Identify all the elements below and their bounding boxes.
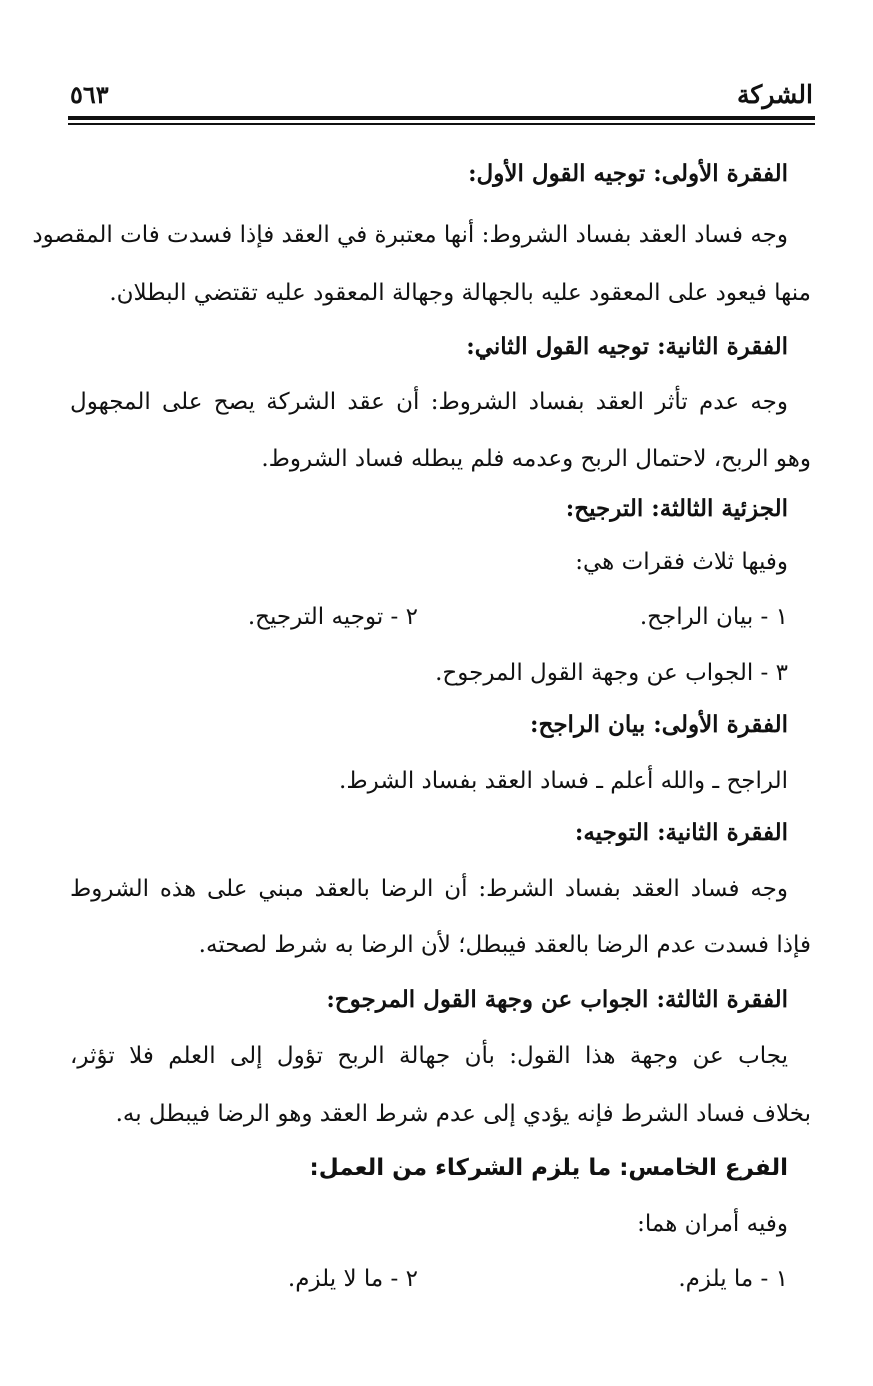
paragraph-line: وجه فساد العقد بفساد الشرط: أن الرضا بالعقد مبني على هذه الشروط bbox=[70, 876, 788, 902]
heading-paragraph-3: الفقرة الثالثة: الجواب عن وجهة القول المرجوح: bbox=[326, 986, 788, 1013]
heading-paragraph-2: الفقرة الثانية: توجيه القول الثاني: bbox=[466, 333, 788, 360]
heading-part-3: الجزئية الثالثة: الترجيح: bbox=[565, 495, 788, 522]
paragraph-line: فإذا فسدت عدم الرضا بالعقد فيبطل؛ لأن الرضا به شرط لصحته. bbox=[198, 932, 811, 958]
paragraph-line: وفيها ثلاث فقرات هي: bbox=[575, 549, 788, 575]
paragraph-line: وهو الربح، لاحتمال الربح وعدمه فلم يبطله فساد الشروط. bbox=[261, 446, 811, 472]
paragraph-line: وجه فساد العقد بفساد الشروط: أنها معتبرة في العقد فإذا فسدت فات المقصود bbox=[32, 222, 788, 248]
heading-paragraph-1: الفقرة الأولى: بيان الراجح: bbox=[530, 711, 788, 738]
paragraph-line: بخلاف فساد الشرط فإنه يؤدي إلى عدم شرط العقد وهو الرضا فيبطل به. bbox=[115, 1101, 811, 1127]
heading-paragraph-2: الفقرة الثانية: التوجيه: bbox=[574, 819, 788, 846]
header-rule-thin bbox=[68, 123, 815, 125]
paragraph-line: يجاب عن وجهة هذا القول: بأن جهالة الربح تؤول إلى العلم فلا تؤثر، bbox=[70, 1043, 788, 1069]
list-item: ٣ - الجواب عن وجهة القول المرجوح. bbox=[435, 660, 788, 686]
list-item: ٢ - توجيه الترجيح. bbox=[247, 604, 418, 630]
heading-branch-5: الفرع الخامس: ما يلزم الشركاء من العمل: bbox=[309, 1155, 788, 1181]
page-number: ٥٦٣ bbox=[70, 80, 109, 109]
paragraph-line: وفيه أمران هما: bbox=[637, 1211, 788, 1237]
list-item: ٢ - ما لا يلزم. bbox=[287, 1266, 418, 1292]
paragraph-line: منها فيعود على المعقود عليه بالجهالة وجهالة المعقود عليه تقتضي البطلان. bbox=[109, 280, 811, 306]
heading-paragraph-1: الفقرة الأولى: توجيه القول الأول: bbox=[468, 160, 788, 187]
running-header-title: الشركة bbox=[737, 80, 813, 109]
header-rule-thick bbox=[68, 116, 815, 120]
list-item: ١ - ما يلزم. bbox=[678, 1266, 788, 1292]
paragraph-line: الراجح ـ والله أعلم ـ فساد العقد بفساد الشرط. bbox=[339, 768, 788, 794]
list-item: ١ - بيان الراجح. bbox=[639, 604, 788, 630]
paragraph-line: وجه عدم تأثر العقد بفساد الشروط: أن عقد الشركة يصح على المجهول bbox=[70, 389, 788, 415]
